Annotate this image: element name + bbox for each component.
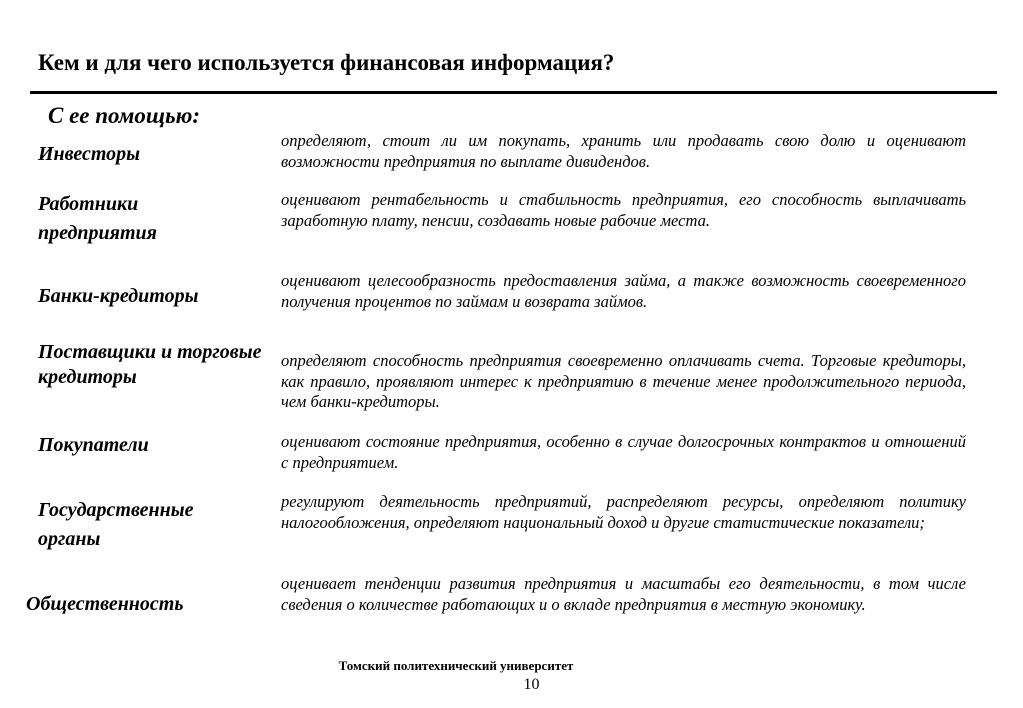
role-label: Работники предприятия — [38, 193, 157, 244]
role-description: оценивает тенденции развития предприятия и масштабы его деятельности, в том числе сведения о количестве работающих и о вкладе предприятия в местную экономику. — [281, 574, 966, 614]
role-label: Поставщики и торговые кредиторы — [38, 341, 262, 388]
role-description: оценивают рентабельность и стабильность предприятия, его способность выплачивать заработную плату, пенсии, создавать новые рабочие места. — [281, 190, 966, 230]
role-label: Банки-кредиторы — [38, 285, 199, 307]
page-title: Кем и для чего используется финансовая информация? — [38, 50, 615, 75]
role-description: определяют способность предприятия своевременно оплачивать счета. Торговые кредиторы, как правило, проявляют интерес к предприятию в течение менее продолжительного периода, чем банки-кредиторы. — [281, 351, 966, 411]
role-label: Покупатели — [38, 434, 149, 456]
role-description: оценивают состояние предприятия, особенно в случае долгосрочных контрактов и отношений с предприятием. — [281, 432, 966, 472]
role-description: регулируют деятельность предприятий, распределяют ресурсы, определяют политику налогообложения, определяют национальный доход и другие статистические показатели; — [281, 492, 966, 532]
role-label: Инвесторы — [38, 143, 141, 165]
footer-university: Томский политехнический университет — [338, 658, 574, 673]
subtitle: С ее помощью: — [48, 103, 201, 128]
role-label: Государственные органы — [38, 499, 194, 550]
title-divider — [30, 91, 997, 94]
role-label: Общественность — [26, 593, 184, 615]
role-description: оценивают целесообразность предоставления займа, а также возможность своевременного получения процентов по займам и возврата займов. — [281, 271, 966, 311]
role-description: определяют, стоит ли им покупать, хранить или продавать свою долю и оценивают возможности предприятия по выплате дивидендов. — [281, 131, 966, 171]
page-number: 10 — [523, 676, 540, 693]
